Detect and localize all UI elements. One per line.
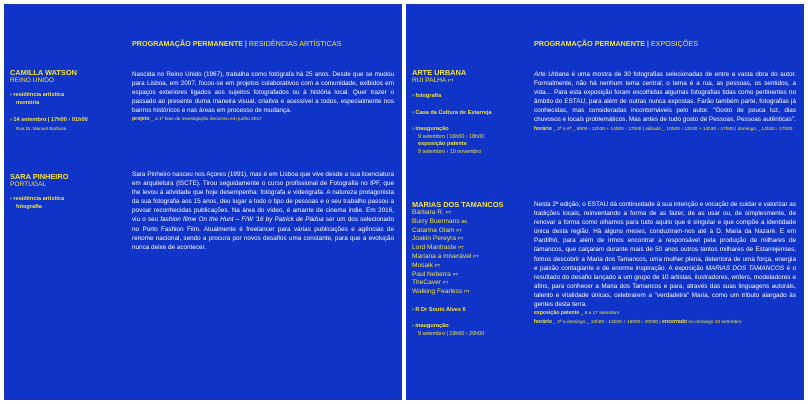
artist-list-item: Joakin Pereyra PT: [412, 235, 464, 243]
artist-name: SARA PINHEIRO: [10, 172, 69, 181]
artist-list: [412, 209, 532, 297]
artist-list-item: Mosaik PT: [412, 261, 441, 269]
arte-urbana-text: Arte Urbana é uma mostra de 30 fotografias selecionadas de entre a vasta obra do autor. Formalmente, não há nenhum tema central; o tema é a rua, as pessoas, os sentidos, a vida… Para esta exposição foram escolhidas algumas fotografias tidas como pertinentes no âmbito do ESTAU, para além de outras nunca expostas. Farão também parte, fotografias já conhecidas, mas consideradas incontornáveis pelo autor. "Gosto de pouca luz, dias chuvosos e locais problemáticos. Mas antes de tudo gosto de Pessoas, Pessoas autênticas". horário _ 2ª a 6ª _ 9h00 › 12h30 + 14h00 › 17h00 | sábado _ 10h00 › 12h30 + 14h30 › 17h00 | domingo _ 14h30 › 17h00: [534, 71, 797, 132]
artist-list-item: Lord Mantraste PT: [412, 244, 464, 252]
artist-list-item: Burry Buermans BE: [412, 217, 468, 225]
event-place: Rua Dr. Manuel Barbosa: [16, 125, 67, 131]
camilla-bio: Nascida no Reino Unido (1967), trabalha como fotógrafa há 25 anos. Desde que se mudou para Lisboa, em 2007, focou-se em projetos colaborativos com a comunidade, exibidos em espaços exteriores ligados aos sujeitos fotografados ou à história local. Quer trazer o passado ao presente duma maneira visual, criativa e acessível a todos, especialmente nos bairros históricos e nas áreas em processo de mudança. projeto _ a 1ª fase de investigação decorreu em junho 2017: [132, 71, 394, 123]
arte-urbana-sidebar: ARTE URBANA RUI PALHA PT › fotografia › Casa da Cultura de Estarreja › inauguração 9 setembro | 16h00 › 18h00 exposição patente 9 setembro › 19 novembro: [412, 68, 492, 155]
artist-list-item: Catarina Glam PT: [412, 226, 462, 234]
artist-list-item: TheCaver PT: [412, 279, 449, 287]
right-header: PROGRAMAÇÃO PERMANENTE | EXPOSIÇÕES: [534, 39, 699, 48]
left-page: [4, 4, 402, 400]
artist-list-item: Mariana a miserável PT: [412, 252, 479, 260]
artist-list-item: Paul Neberra PT: [412, 270, 459, 278]
sara-bio: Sara Pinheiro nasceu nos Açores (1991), mas é em Lisboa que vive desde a sua licenciatura em arquitetura (ISCTE). Tirou seguidamente o curso profissional de Fotografia no IPF, que lhe levou à atividade que hoje desempenha: fotógrafa e videógrafa. A natureza protagonista da sua fotografia aos 15 anos, deu lugar a todo o tipo de pessoas e o seu trabalho passou a povoar reconhecidas publicações. Na área do vídeo, é amante de cinema indie. Em 2016, viu o seu fashion filme On the Hunt – F/W '16 by Patrick de Pádua ser um dos selecionado no Porto Fashion Film. Atualmente é freelancer para várias publicações e agências de renome nacional, sendo a procura por novos desafios uma constante, para que a evolução nunca deixe de acontecer.: [132, 171, 395, 251]
camilla-sidebar: CAMILLA WATSON REINO UNIDO › residência artística memória › 14 setembro | 17h00 › 01h00 Rua Dr. Manuel Barbosa: [10, 68, 130, 132]
sara-sidebar: SARA PINHEIRO PORTUGAL › residência artística fotografia: [10, 172, 130, 211]
marias-text: Nesta 2ª edição, o ESTAU dá continuidade à sua intenção e vocação de cuidar e valorizar as tradições locais, reinventando a forma de as fazer, de as usar ou, de simplesmente, de renovar a forma como olhamos para tudo aquilo que é singular e que compõe a identidade única desta região. Há alguns meses, conduziram-nos até à D. Maria da Nazaré. E em Pardilhó, para além de irmos encontrar a responsável pela produção de milhares de tamancos, que calçaram durante mais de 50 anos outros tantos milhares de Estarrejenses, fomos descobrir a Maria dos Tamancos, uma mulher plena, detentora de uma força, energia e paixão contagiante e de enorme inspiração. A exposição MARIAS DOS TAMANCOS é o resultado do desafio lançado a um grupo de 10 artistas, ilustradores, writers, modeladores e afins, para conhecer a Maria dos Tamancos e para, através das suas linguagens autorais, talento e vitalidade únicas, celebrarem a "verdadeira" Maria, como um tributo alargado às gentes desta terra. exposição patente _ 9 a 17 setembro horário _ 2ª a domingo _ 10h00 › 13h00 + 15h00 › 20h00 | encerrado no domingo 10 setembro: [534, 201, 796, 326]
artist-list-item: Bárbara R. PT: [412, 209, 452, 216]
left-header: PROGRAMAÇÃO PERMANENTE | RESIDÊNCIAS ARTÍSTICAS: [132, 39, 342, 48]
artist-country: REINO UNIDO: [10, 77, 54, 84]
event-date: › 14 setembro | 17h00 › 01h00: [10, 117, 88, 123]
right-page: [406, 4, 804, 400]
marias-sidebar: MARIAS DOS TAMANCOS Bárbara R. PT Burry Buermans BE Catarina Glam PT Joakin Pereyra PT Lord Mantraste PT Mariana a miserável PT Mosaik PT Paul Neberra PT TheCaver PT Walking Fearless PT › R Dr Souto Alves 6 › inauguração 9 setembro | 19h00 › 20h00: [412, 200, 532, 338]
artist-list-item: Walking Fearless PT: [412, 288, 470, 296]
artist-country: PORTUGAL: [10, 181, 47, 188]
artist-name: CAMILLA WATSON: [10, 68, 77, 77]
